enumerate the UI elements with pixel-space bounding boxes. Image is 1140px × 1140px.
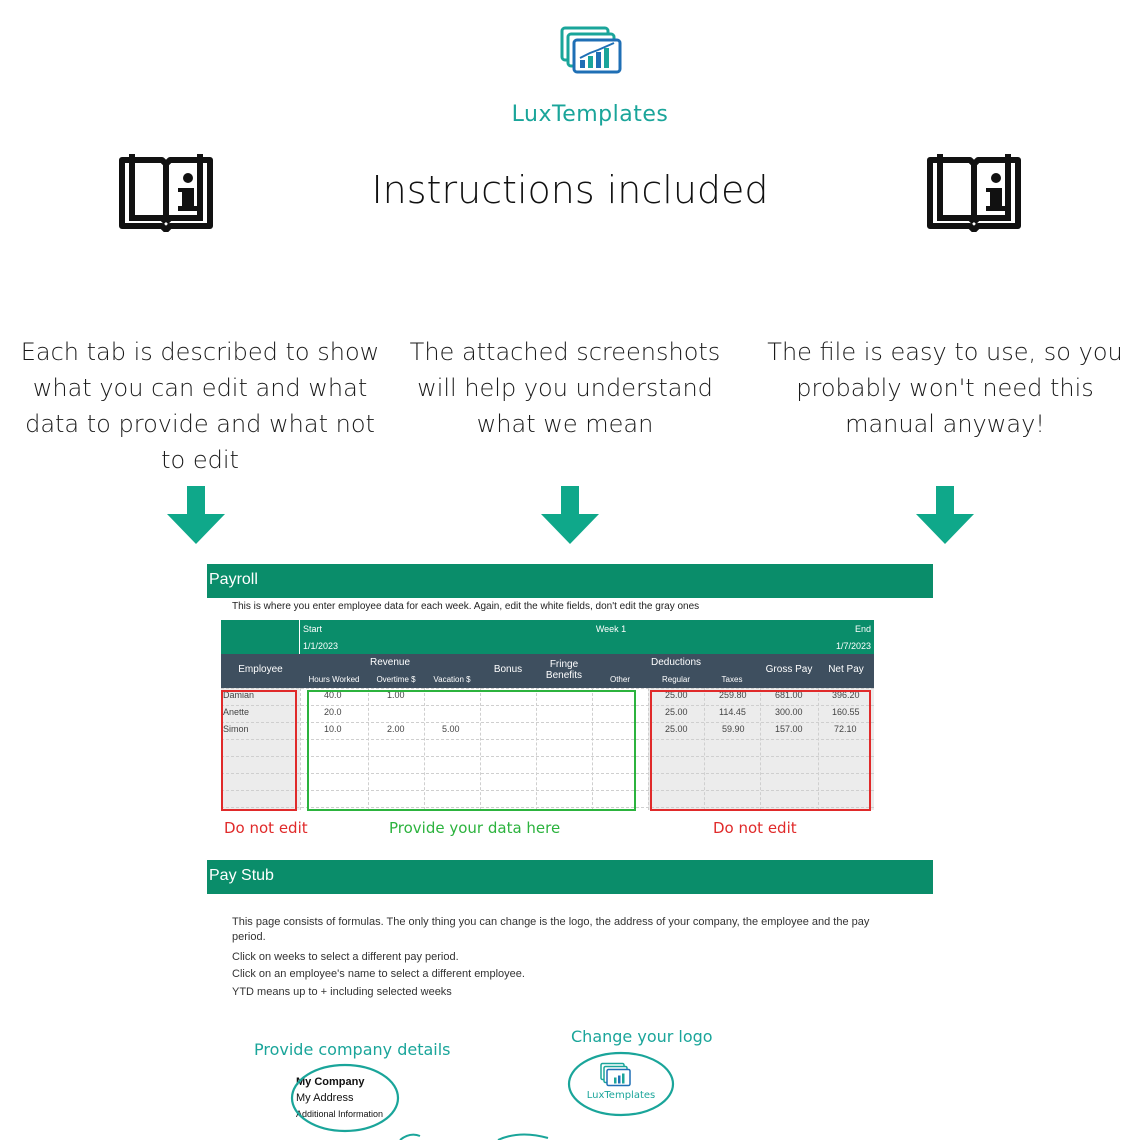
- change-logo-note: Change your logo: [571, 1027, 713, 1046]
- paystub-title-bar: Pay Stub: [207, 860, 933, 894]
- brand-name: LuxTemplates: [511, 102, 669, 127]
- provide-data-note: Provide your data here: [389, 819, 561, 837]
- employee-name: Simon: [223, 724, 249, 734]
- chart-logo-icon: [560, 26, 624, 76]
- col-gross: Gross Pay: [765, 664, 813, 675]
- paystub-line: period.: [232, 931, 266, 943]
- company-details-note: Provide company details: [254, 1040, 451, 1059]
- company-address[interactable]: My Address: [296, 1092, 354, 1104]
- page-title: Instructions included: [371, 168, 769, 212]
- net-cell: 72.10: [834, 724, 857, 734]
- col-vacation: Vacation $: [433, 675, 471, 684]
- stub-logo-text: LuxTemplates: [586, 1090, 656, 1101]
- col-employee: Employee: [238, 664, 283, 675]
- payroll-subtitle: This is where you enter employee data for each week. Again, edit the white fields, don't edit the gray ones: [232, 601, 700, 612]
- arrow-down-icon: [916, 486, 974, 544]
- start-date: 1/1/2023: [303, 641, 339, 651]
- gross-cell: 300.00: [775, 707, 803, 717]
- regular-cell: 25.00: [665, 707, 688, 717]
- do-not-edit-note-right: Do not edit: [713, 819, 797, 837]
- do-not-edit-note-left: Do not edit: [224, 819, 308, 837]
- company-name[interactable]: My Company: [296, 1076, 365, 1088]
- paystub-line: This page consists of formulas. The only thing you can change is the logo, the address of your company, the employee and the pay: [232, 916, 870, 928]
- provide-data-box: [307, 690, 636, 811]
- logo-circle-annotation: [566, 1050, 676, 1118]
- col-hours: Hours Worked: [308, 675, 360, 684]
- manual-info-icon: [118, 150, 214, 232]
- col-bonus: Bonus: [493, 664, 523, 675]
- start-label: Start: [303, 624, 323, 634]
- end-date: 1/7/2023: [835, 641, 871, 651]
- regular-cell: 25.00: [665, 724, 688, 734]
- employee-name: Anette: [223, 707, 250, 717]
- week-header-row: [221, 620, 874, 654]
- company-info[interactable]: Additional Information: [296, 1109, 384, 1119]
- taxes-cell: 59.90: [722, 724, 745, 734]
- col-revenue: Revenue: [369, 657, 411, 668]
- col-taxes: Taxes: [721, 675, 743, 684]
- overtime-cell[interactable]: 1.00: [387, 690, 405, 700]
- do-not-edit-box-left: [221, 690, 297, 811]
- end-label: End: [854, 624, 871, 634]
- paystub-line: Click on an employee's name to select a different employee.: [232, 968, 525, 980]
- gross-cell: 157.00: [775, 724, 803, 734]
- net-cell: 160.55: [832, 707, 860, 717]
- company-circle-annotation: [288, 1060, 404, 1136]
- col-deductions: Deductions: [650, 657, 702, 668]
- col-regular: Regular: [661, 675, 690, 684]
- hours-cell[interactable]: 10.0: [324, 724, 342, 734]
- description-left: Each tab is described to show what you can edit and what data to provide and what not to edit: [20, 338, 380, 474]
- week-selector[interactable]: Week 1: [595, 624, 627, 634]
- arrow-down-icon: [541, 486, 599, 544]
- taxes-cell: 259.80: [719, 690, 747, 700]
- col-overtime: Overtime $: [376, 675, 416, 684]
- vacation-cell[interactable]: 5.00: [442, 724, 460, 734]
- payroll-title-bar: Payroll: [207, 564, 933, 598]
- arrow-down-icon: [167, 486, 225, 544]
- paystub-line: YTD means up to + including selected weeks: [232, 986, 452, 998]
- regular-cell: 25.00: [665, 690, 688, 700]
- overtime-cell[interactable]: 2.00: [387, 724, 405, 734]
- paystub-line: Click on weeks to select a different pay period.: [232, 951, 459, 963]
- column-header-row: [221, 654, 874, 688]
- description-right: The file is easy to use, so you probably won't need this manual anyway!: [767, 338, 1123, 438]
- col-net: Net Pay: [828, 664, 864, 675]
- description-middle: The attached screenshots will help you understand what we mean: [409, 338, 721, 438]
- manual-info-icon: [926, 150, 1022, 232]
- col-other: Other: [609, 675, 630, 684]
- do-not-edit-box-right: [650, 690, 871, 811]
- employee-name: Damian: [223, 690, 255, 700]
- partial-circle-annotation: [390, 1130, 560, 1140]
- gross-cell: 681.00: [775, 690, 803, 700]
- taxes-cell: 114.45: [719, 707, 746, 717]
- hours-cell[interactable]: 20.0: [324, 707, 342, 717]
- col-fringe: Fringe Benefits: [545, 659, 583, 681]
- hours-cell[interactable]: 40.0: [324, 690, 342, 700]
- brand-logo: [500, 26, 680, 127]
- net-cell: 396.20: [832, 690, 860, 700]
